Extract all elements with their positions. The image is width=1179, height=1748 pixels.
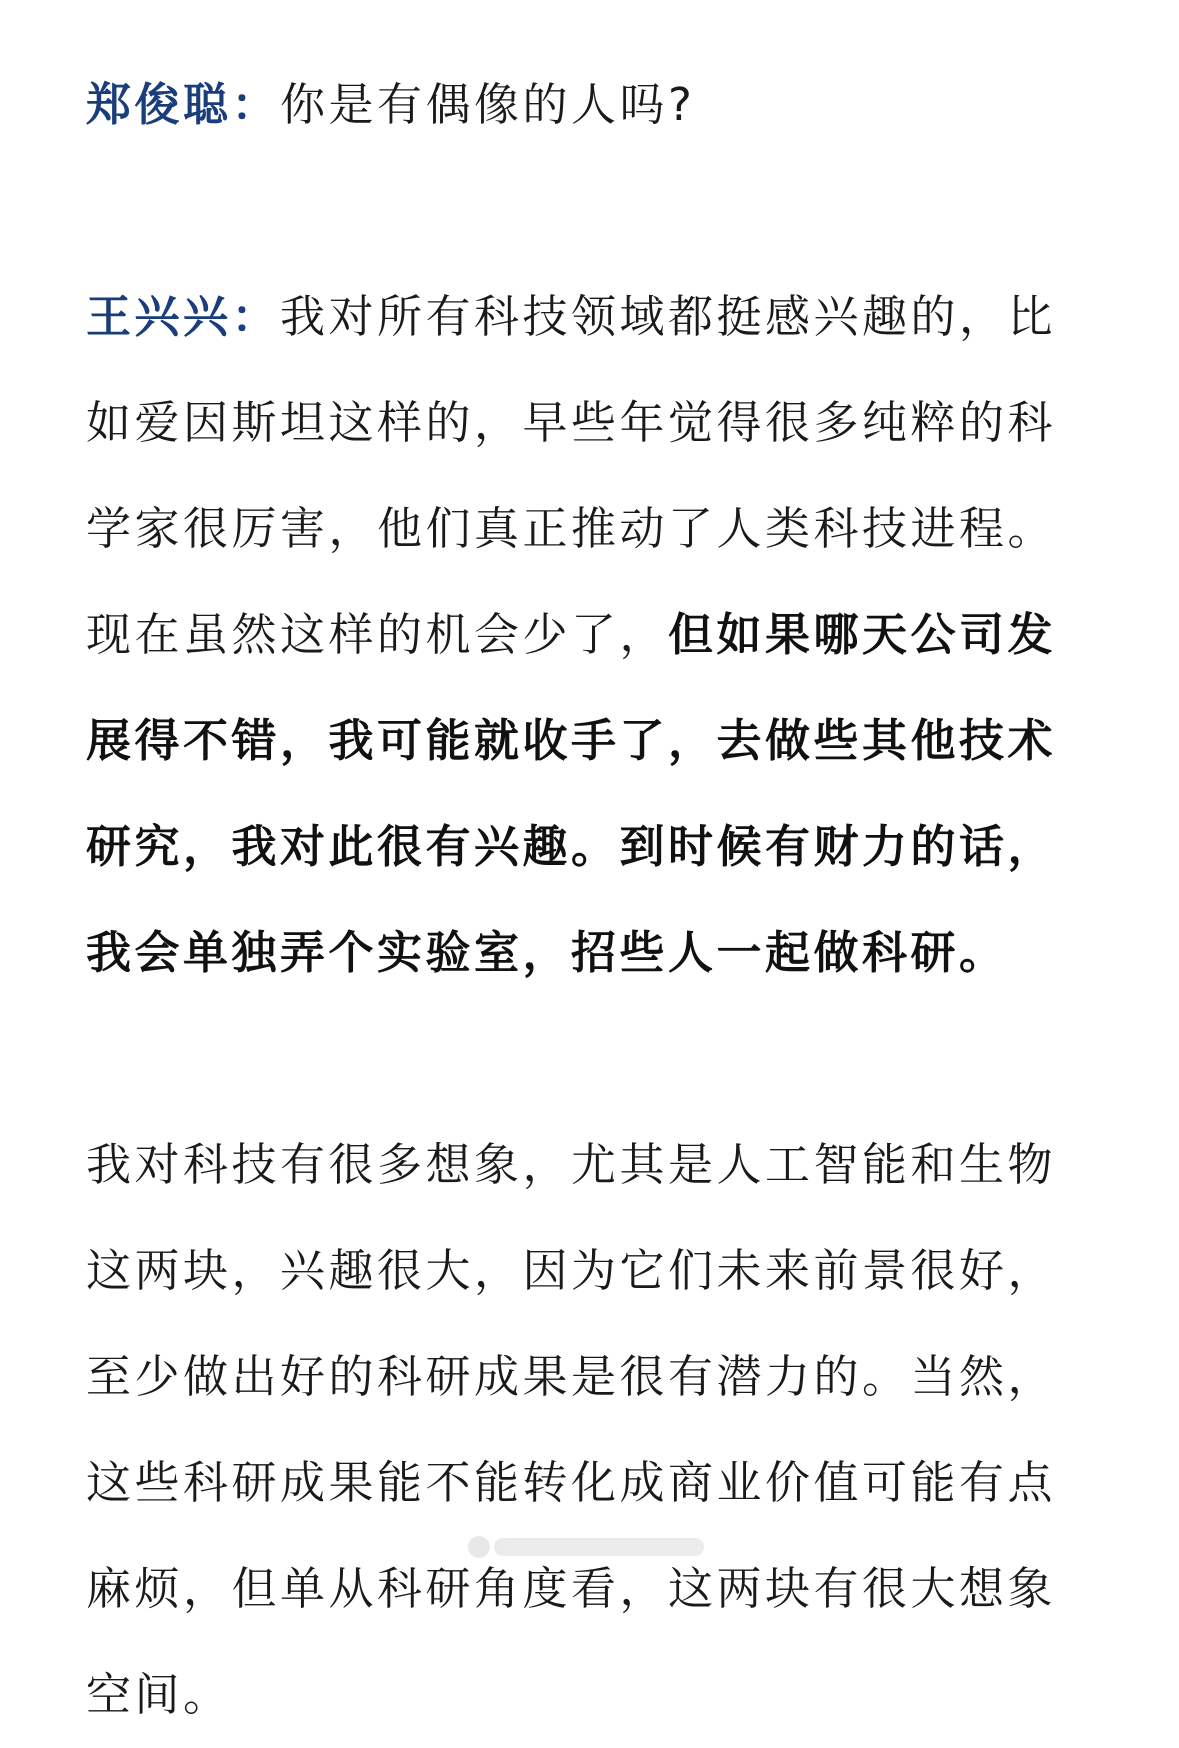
speaker-label-interviewee: 王兴兴： — [86, 290, 281, 343]
article-body — [86, 52, 1094, 1748]
question-paragraph — [86, 52, 1094, 158]
answer-highlight-text: 但如果哪天公司发展得不错，我可能就收手了，去做些其他技术研究，我对此很有兴趣。到时候有财力的话，我会单独弄个实验室，招些人一起做科研。 — [86, 608, 1057, 979]
followup-text: 我对科技有很多想象，尤其是人工智能和生物这两块，兴趣很大，因为它们未来前景很好，至少做出好的科研成果是很有潜力的。当然，这些科研成果能不能转化成商业价值可能有点麻烦，但单从科研角度看，这两块有很大想象空间。 — [86, 1138, 1057, 1721]
speaker-label-interviewer: 郑俊聪： — [86, 78, 281, 131]
question-text: 你是有偶像的人吗? — [280, 78, 696, 131]
answer-text: 我对所有科技领域都挺感兴趣的，比如爱因斯坦这样的，早些年觉得很多纯粹的科学家很厉害，他们真正推动了人类科技进程。现在虽然这样的机会少了， — [86, 290, 1057, 661]
answer-paragraph — [86, 264, 1094, 1006]
answer-followup-paragraph — [86, 1112, 1094, 1748]
